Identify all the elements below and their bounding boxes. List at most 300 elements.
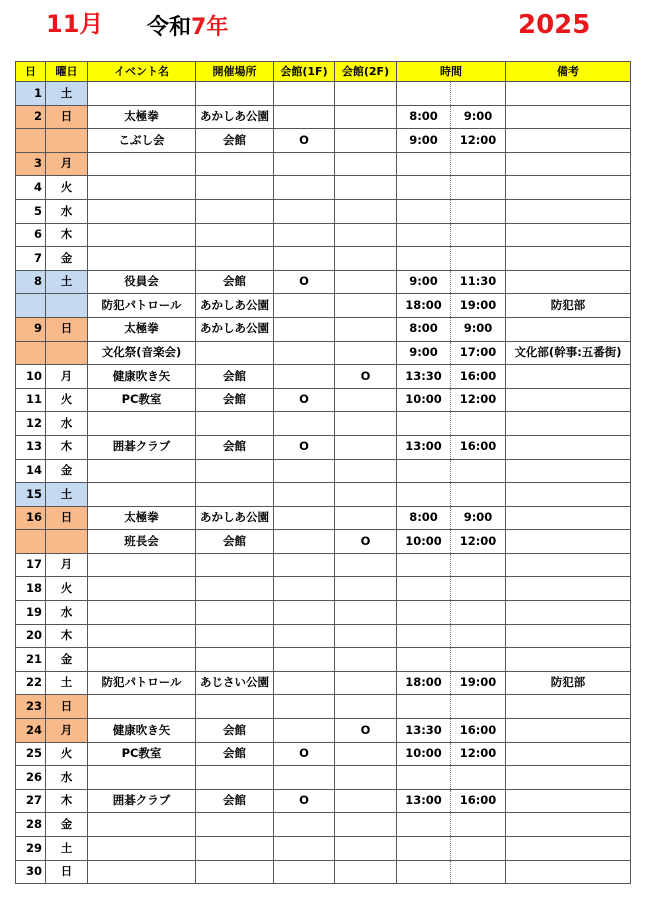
table-row bbox=[16, 483, 631, 507]
venue-cell bbox=[196, 412, 274, 436]
event-cell bbox=[88, 553, 196, 577]
table-row bbox=[16, 270, 631, 294]
table-row bbox=[16, 105, 631, 129]
end-time-cell: 19:00 bbox=[451, 671, 506, 695]
table-row bbox=[16, 223, 631, 247]
hall-2f-cell bbox=[335, 577, 397, 601]
start-time-cell: 8:00 bbox=[397, 317, 451, 341]
table-row bbox=[16, 82, 631, 106]
end-time-cell bbox=[451, 553, 506, 577]
hall-2f-cell bbox=[335, 223, 397, 247]
end-time-cell: 16:00 bbox=[451, 719, 506, 743]
col-header-hall-1f: 会館(1F) bbox=[274, 62, 335, 82]
start-time-cell: 18:00 bbox=[397, 294, 451, 318]
start-time-cell bbox=[397, 412, 451, 436]
hall-1f-cell bbox=[274, 412, 335, 436]
weekday-cell: 土 bbox=[46, 270, 88, 294]
weekday-cell: 火 bbox=[46, 176, 88, 200]
era-year: 7年 bbox=[191, 15, 229, 40]
weekday-cell: 月 bbox=[46, 719, 88, 743]
era-label bbox=[147, 10, 228, 41]
start-time-cell bbox=[397, 553, 451, 577]
day-cell: 28 bbox=[16, 813, 46, 837]
hall-1f-cell: O bbox=[274, 435, 335, 459]
venue-cell bbox=[196, 199, 274, 223]
start-time-cell: 18:00 bbox=[397, 671, 451, 695]
day-cell: 22 bbox=[16, 671, 46, 695]
venue-cell bbox=[196, 341, 274, 365]
weekday-cell: 日 bbox=[46, 317, 88, 341]
hall-1f-cell: O bbox=[274, 789, 335, 813]
year-label: 2025 bbox=[518, 10, 591, 40]
start-time-cell: 10:00 bbox=[397, 388, 451, 412]
hall-2f-cell bbox=[335, 341, 397, 365]
col-header-weekday: 曜日 bbox=[46, 62, 88, 82]
note-cell bbox=[506, 577, 631, 601]
note-cell bbox=[506, 530, 631, 554]
start-time-cell bbox=[397, 601, 451, 625]
weekday-cell: 土 bbox=[46, 671, 88, 695]
note-cell bbox=[506, 435, 631, 459]
weekday-cell: 月 bbox=[46, 152, 88, 176]
hall-1f-cell bbox=[274, 648, 335, 672]
event-cell bbox=[88, 813, 196, 837]
note-cell bbox=[506, 719, 631, 743]
start-time-cell bbox=[397, 860, 451, 884]
hall-1f-cell bbox=[274, 553, 335, 577]
note-cell: 防犯部 bbox=[506, 671, 631, 695]
hall-2f-cell bbox=[335, 789, 397, 813]
hall-2f-cell bbox=[335, 435, 397, 459]
day-cell: 19 bbox=[16, 601, 46, 625]
venue-cell: 会館 bbox=[196, 789, 274, 813]
event-cell: 役員会 bbox=[88, 270, 196, 294]
venue-cell bbox=[196, 695, 274, 719]
start-time-cell bbox=[397, 577, 451, 601]
hall-1f-cell: O bbox=[274, 742, 335, 766]
venue-cell bbox=[196, 483, 274, 507]
weekday-cell: 土 bbox=[46, 82, 88, 106]
weekday-cell: 金 bbox=[46, 459, 88, 483]
era-prefix: 令和 bbox=[147, 15, 192, 40]
end-time-cell bbox=[451, 199, 506, 223]
day-cell: 26 bbox=[16, 766, 46, 790]
weekday-cell: 水 bbox=[46, 766, 88, 790]
table-row bbox=[16, 247, 631, 271]
hall-1f-cell bbox=[274, 247, 335, 271]
note-cell bbox=[506, 152, 631, 176]
hall-2f-cell bbox=[335, 199, 397, 223]
day-cell: 27 bbox=[16, 789, 46, 813]
weekday-cell: 月 bbox=[46, 365, 88, 389]
table-row bbox=[16, 388, 631, 412]
event-cell bbox=[88, 223, 196, 247]
end-time-cell: 9:00 bbox=[451, 506, 506, 530]
end-time-cell: 11:30 bbox=[451, 270, 506, 294]
table-row bbox=[16, 601, 631, 625]
table-row bbox=[16, 695, 631, 719]
hall-2f-cell bbox=[335, 837, 397, 861]
venue-cell: 会館 bbox=[196, 530, 274, 554]
start-time-cell: 9:00 bbox=[397, 129, 451, 153]
hall-2f-cell bbox=[335, 648, 397, 672]
day-cell: 25 bbox=[16, 742, 46, 766]
day-cell: 8 bbox=[16, 270, 46, 294]
weekday-cell: 日 bbox=[46, 695, 88, 719]
event-cell bbox=[88, 695, 196, 719]
weekday-cell: 木 bbox=[46, 789, 88, 813]
venue-cell: あかしあ公園 bbox=[196, 506, 274, 530]
hall-2f-cell bbox=[335, 82, 397, 106]
day-cell: 1 bbox=[16, 82, 46, 106]
event-cell: 健康吹き矢 bbox=[88, 365, 196, 389]
hall-1f-cell bbox=[274, 341, 335, 365]
venue-cell bbox=[196, 860, 274, 884]
hall-1f-cell bbox=[274, 860, 335, 884]
day-cell: 17 bbox=[16, 553, 46, 577]
venue-cell: 会館 bbox=[196, 435, 274, 459]
start-time-cell bbox=[397, 624, 451, 648]
end-time-cell bbox=[451, 837, 506, 861]
end-time-cell: 17:00 bbox=[451, 341, 506, 365]
hall-1f-cell bbox=[274, 813, 335, 837]
hall-1f-cell bbox=[274, 506, 335, 530]
event-cell: PC教室 bbox=[88, 388, 196, 412]
end-time-cell: 19:00 bbox=[451, 294, 506, 318]
month-label: 11月 bbox=[46, 10, 104, 38]
hall-2f-cell bbox=[335, 483, 397, 507]
note-cell bbox=[506, 624, 631, 648]
table-row bbox=[16, 176, 631, 200]
hall-2f-cell bbox=[335, 671, 397, 695]
start-time-cell bbox=[397, 82, 451, 106]
weekday-cell: 水 bbox=[46, 412, 88, 436]
event-cell bbox=[88, 483, 196, 507]
weekday-cell: 金 bbox=[46, 247, 88, 271]
end-time-cell bbox=[451, 648, 506, 672]
event-cell bbox=[88, 412, 196, 436]
day-cell: 5 bbox=[16, 199, 46, 223]
col-header-day: 日 bbox=[16, 62, 46, 82]
hall-1f-cell: O bbox=[274, 388, 335, 412]
hall-1f-cell bbox=[274, 483, 335, 507]
venue-cell bbox=[196, 601, 274, 625]
event-cell bbox=[88, 860, 196, 884]
hall-2f-cell bbox=[335, 742, 397, 766]
venue-cell bbox=[196, 247, 274, 271]
venue-cell bbox=[196, 813, 274, 837]
start-time-cell bbox=[397, 199, 451, 223]
hall-1f-cell bbox=[274, 719, 335, 743]
end-time-cell bbox=[451, 459, 506, 483]
note-cell bbox=[506, 176, 631, 200]
day-cell: 20 bbox=[16, 624, 46, 648]
end-time-cell: 9:00 bbox=[451, 317, 506, 341]
day-cell: 9 bbox=[16, 317, 46, 341]
note-cell bbox=[506, 223, 631, 247]
hall-1f-cell bbox=[274, 365, 335, 389]
end-time-cell bbox=[451, 82, 506, 106]
day-cell: 16 bbox=[16, 506, 46, 530]
hall-2f-cell bbox=[335, 388, 397, 412]
day-cell bbox=[16, 294, 46, 318]
day-cell: 13 bbox=[16, 435, 46, 459]
weekday-cell: 木 bbox=[46, 435, 88, 459]
table-row bbox=[16, 648, 631, 672]
weekday-cell: 金 bbox=[46, 813, 88, 837]
venue-cell: 会館 bbox=[196, 742, 274, 766]
venue-cell: 会館 bbox=[196, 365, 274, 389]
hall-2f-cell bbox=[335, 601, 397, 625]
weekday-cell: 木 bbox=[46, 624, 88, 648]
hall-1f-cell bbox=[274, 577, 335, 601]
col-header-time: 時間 bbox=[397, 62, 506, 82]
end-time-cell: 9:00 bbox=[451, 105, 506, 129]
venue-cell bbox=[196, 648, 274, 672]
weekday-cell bbox=[46, 129, 88, 153]
day-cell bbox=[16, 341, 46, 365]
start-time-cell: 13:30 bbox=[397, 719, 451, 743]
table-row bbox=[16, 506, 631, 530]
note-cell bbox=[506, 766, 631, 790]
event-cell: 文化祭(音楽会) bbox=[88, 341, 196, 365]
note-cell bbox=[506, 483, 631, 507]
note-cell bbox=[506, 365, 631, 389]
hall-2f-cell bbox=[335, 813, 397, 837]
event-cell: 防犯パトロール bbox=[88, 671, 196, 695]
note-cell bbox=[506, 82, 631, 106]
day-cell: 29 bbox=[16, 837, 46, 861]
hall-2f-cell bbox=[335, 247, 397, 271]
event-cell: 太極拳 bbox=[88, 506, 196, 530]
day-cell: 3 bbox=[16, 152, 46, 176]
event-cell: 太極拳 bbox=[88, 317, 196, 341]
event-cell bbox=[88, 624, 196, 648]
weekday-cell: 日 bbox=[46, 105, 88, 129]
hall-1f-cell bbox=[274, 459, 335, 483]
end-time-cell bbox=[451, 483, 506, 507]
hall-1f-cell bbox=[274, 199, 335, 223]
weekday-cell: 土 bbox=[46, 837, 88, 861]
table-row bbox=[16, 199, 631, 223]
start-time-cell: 8:00 bbox=[397, 105, 451, 129]
hall-1f-cell: O bbox=[274, 270, 335, 294]
day-cell: 6 bbox=[16, 223, 46, 247]
day-cell: 14 bbox=[16, 459, 46, 483]
hall-2f-cell bbox=[335, 506, 397, 530]
day-cell: 24 bbox=[16, 719, 46, 743]
end-time-cell: 12:00 bbox=[451, 742, 506, 766]
venue-cell: あかしあ公園 bbox=[196, 317, 274, 341]
day-cell: 12 bbox=[16, 412, 46, 436]
start-time-cell bbox=[397, 648, 451, 672]
table-row bbox=[16, 837, 631, 861]
hall-2f-cell bbox=[335, 553, 397, 577]
event-cell bbox=[88, 152, 196, 176]
table-row bbox=[16, 152, 631, 176]
event-cell bbox=[88, 837, 196, 861]
hall-1f-cell bbox=[274, 671, 335, 695]
start-time-cell bbox=[397, 813, 451, 837]
venue-cell bbox=[196, 223, 274, 247]
hall-1f-cell bbox=[274, 624, 335, 648]
hall-2f-cell: O bbox=[335, 719, 397, 743]
venue-cell bbox=[196, 766, 274, 790]
day-cell: 23 bbox=[16, 695, 46, 719]
hall-1f-cell: O bbox=[274, 129, 335, 153]
venue-cell bbox=[196, 82, 274, 106]
event-cell: 防犯パトロール bbox=[88, 294, 196, 318]
weekday-cell: 金 bbox=[46, 648, 88, 672]
weekday-cell: 水 bbox=[46, 199, 88, 223]
venue-cell bbox=[196, 577, 274, 601]
start-time-cell: 9:00 bbox=[397, 341, 451, 365]
weekday-cell: 土 bbox=[46, 483, 88, 507]
hall-2f-cell bbox=[335, 294, 397, 318]
weekday-cell: 木 bbox=[46, 223, 88, 247]
start-time-cell bbox=[397, 695, 451, 719]
note-cell: 防犯部 bbox=[506, 294, 631, 318]
note-cell bbox=[506, 553, 631, 577]
col-header-hall-2f: 会館(2F) bbox=[335, 62, 397, 82]
weekday-cell: 火 bbox=[46, 388, 88, 412]
event-cell bbox=[88, 766, 196, 790]
start-time-cell: 8:00 bbox=[397, 506, 451, 530]
end-time-cell bbox=[451, 860, 506, 884]
venue-cell: 会館 bbox=[196, 719, 274, 743]
end-time-cell: 16:00 bbox=[451, 435, 506, 459]
note-cell bbox=[506, 388, 631, 412]
col-header-event: イベント名 bbox=[88, 62, 196, 82]
weekday-cell: 日 bbox=[46, 506, 88, 530]
end-time-cell bbox=[451, 247, 506, 271]
hall-2f-cell bbox=[335, 624, 397, 648]
venue-cell: 会館 bbox=[196, 129, 274, 153]
note-cell bbox=[506, 648, 631, 672]
day-cell: 7 bbox=[16, 247, 46, 271]
hall-2f-cell bbox=[335, 317, 397, 341]
note-cell bbox=[506, 506, 631, 530]
end-time-cell bbox=[451, 766, 506, 790]
note-cell bbox=[506, 837, 631, 861]
event-cell: こぶし会 bbox=[88, 129, 196, 153]
venue-cell bbox=[196, 624, 274, 648]
hall-1f-cell bbox=[274, 152, 335, 176]
table-row bbox=[16, 294, 631, 318]
end-time-cell bbox=[451, 152, 506, 176]
day-cell: 4 bbox=[16, 176, 46, 200]
table-row bbox=[16, 412, 631, 436]
hall-2f-cell bbox=[335, 152, 397, 176]
end-time-cell: 12:00 bbox=[451, 530, 506, 554]
weekday-cell bbox=[46, 294, 88, 318]
table-row bbox=[16, 671, 631, 695]
event-cell bbox=[88, 176, 196, 200]
table-row bbox=[16, 742, 631, 766]
hall-2f-cell: O bbox=[335, 530, 397, 554]
event-cell bbox=[88, 577, 196, 601]
day-cell: 11 bbox=[16, 388, 46, 412]
day-cell: 21 bbox=[16, 648, 46, 672]
note-cell: 文化部(幹事:五番街) bbox=[506, 341, 631, 365]
hall-2f-cell bbox=[335, 176, 397, 200]
note-cell bbox=[506, 742, 631, 766]
end-time-cell bbox=[451, 695, 506, 719]
end-time-cell bbox=[451, 813, 506, 837]
event-cell bbox=[88, 199, 196, 223]
end-time-cell: 12:00 bbox=[451, 129, 506, 153]
start-time-cell: 9:00 bbox=[397, 270, 451, 294]
table-row bbox=[16, 129, 631, 153]
table-row bbox=[16, 789, 631, 813]
hall-1f-cell bbox=[274, 837, 335, 861]
venue-cell bbox=[196, 152, 274, 176]
hall-1f-cell bbox=[274, 294, 335, 318]
note-cell bbox=[506, 813, 631, 837]
event-cell bbox=[88, 648, 196, 672]
weekday-cell: 月 bbox=[46, 553, 88, 577]
start-time-cell: 10:00 bbox=[397, 530, 451, 554]
venue-cell bbox=[196, 459, 274, 483]
table-row bbox=[16, 435, 631, 459]
table-row bbox=[16, 459, 631, 483]
table-row bbox=[16, 553, 631, 577]
start-time-cell bbox=[397, 176, 451, 200]
start-time-cell bbox=[397, 247, 451, 271]
hall-1f-cell bbox=[274, 317, 335, 341]
hall-2f-cell bbox=[335, 695, 397, 719]
weekday-cell: 火 bbox=[46, 577, 88, 601]
end-time-cell bbox=[451, 176, 506, 200]
day-cell: 2 bbox=[16, 105, 46, 129]
table-row bbox=[16, 317, 631, 341]
end-time-cell bbox=[451, 624, 506, 648]
start-time-cell bbox=[397, 223, 451, 247]
hall-1f-cell bbox=[274, 766, 335, 790]
start-time-cell: 13:00 bbox=[397, 435, 451, 459]
weekday-cell bbox=[46, 341, 88, 365]
hall-1f-cell bbox=[274, 82, 335, 106]
event-cell bbox=[88, 459, 196, 483]
venue-cell bbox=[196, 176, 274, 200]
note-cell bbox=[506, 459, 631, 483]
venue-cell: 会館 bbox=[196, 270, 274, 294]
end-time-cell bbox=[451, 223, 506, 247]
start-time-cell bbox=[397, 483, 451, 507]
note-cell bbox=[506, 860, 631, 884]
hall-1f-cell bbox=[274, 223, 335, 247]
venue-cell bbox=[196, 553, 274, 577]
end-time-cell bbox=[451, 601, 506, 625]
weekday-cell: 火 bbox=[46, 742, 88, 766]
hall-1f-cell bbox=[274, 695, 335, 719]
end-time-cell: 16:00 bbox=[451, 789, 506, 813]
day-cell: 15 bbox=[16, 483, 46, 507]
day-cell bbox=[16, 530, 46, 554]
note-cell bbox=[506, 789, 631, 813]
calendar-body bbox=[16, 82, 631, 884]
event-cell: 班長会 bbox=[88, 530, 196, 554]
event-cell bbox=[88, 601, 196, 625]
table-row bbox=[16, 813, 631, 837]
hall-1f-cell bbox=[274, 105, 335, 129]
hall-2f-cell bbox=[335, 129, 397, 153]
note-cell bbox=[506, 199, 631, 223]
hall-2f-cell bbox=[335, 459, 397, 483]
table-row bbox=[16, 365, 631, 389]
end-time-cell: 12:00 bbox=[451, 388, 506, 412]
venue-cell bbox=[196, 837, 274, 861]
